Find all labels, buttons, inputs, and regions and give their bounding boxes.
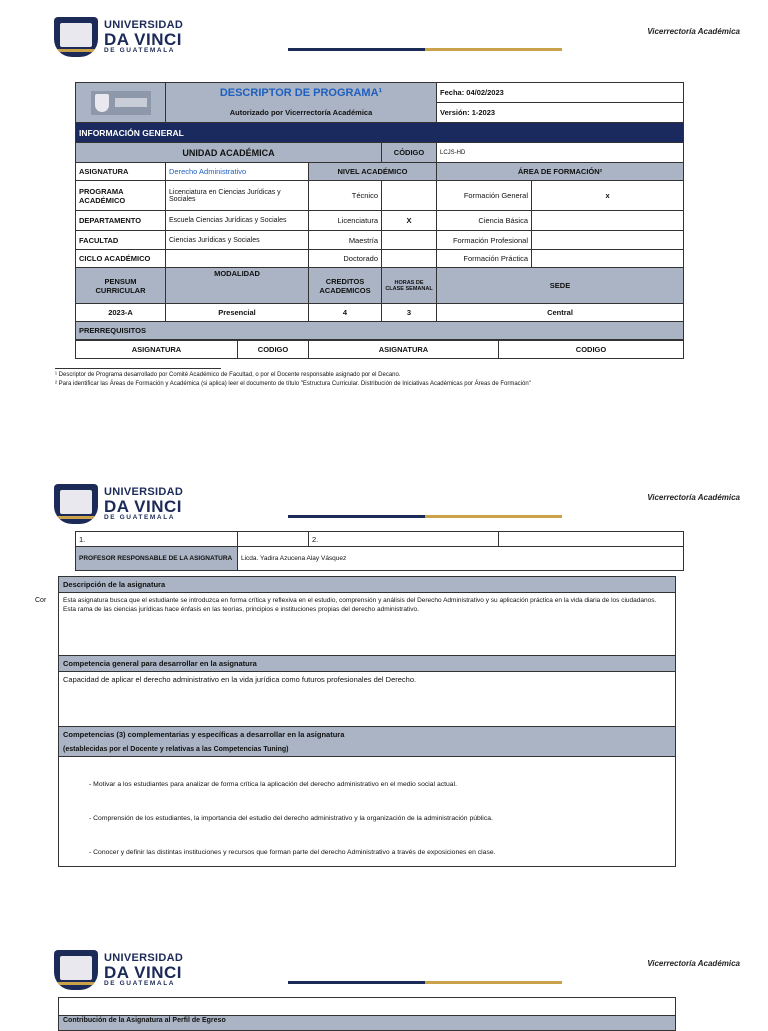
crest-icon	[54, 17, 98, 57]
ciencia-basica-label: Ciencia Básica	[437, 211, 532, 231]
doctorado-label: Doctorado	[309, 250, 382, 268]
sede-label: SEDE	[437, 268, 684, 304]
asignatura-value: Derecho Administrativo	[166, 163, 309, 181]
formacion-practica-label: Formación Práctica	[437, 250, 532, 268]
formacion-general-mark: x	[532, 181, 684, 211]
prerrequisitos-table	[75, 340, 684, 359]
descriptor-table	[75, 82, 684, 340]
creditos-value: 4	[309, 304, 382, 322]
ciclo-value	[166, 250, 309, 268]
logo-line3: DE GUATEMALA	[104, 46, 176, 54]
complementarias-title: Competencias (3) complementarias y específicas a desarrollar en la asignatura	[59, 727, 675, 740]
row1-cell-a: 1.	[76, 532, 238, 547]
horas-label: HORAS DE CLASE SEMANAL	[382, 268, 437, 304]
prerrequisitos-heading: PRERREQUISITOS	[76, 322, 684, 340]
prereq-col-asignatura-2: ASIGNATURA	[309, 341, 499, 359]
header-divider	[288, 48, 562, 51]
unidad-academica-label: UNIDAD ACADÉMICA	[76, 143, 382, 163]
info-general-heading: INFORMACIÓN GENERAL	[76, 123, 684, 143]
sede-value: Central	[437, 304, 684, 322]
formacion-profesional-mark	[532, 231, 684, 250]
complementarias-subtitle: (establecidas por el Docente y relativas a las Competencias Tuning)	[59, 740, 675, 757]
prereq-col-codigo-2: CODIGO	[499, 341, 684, 359]
codigo-value: LCJS-HD	[437, 143, 684, 163]
maestria-mark	[382, 231, 437, 250]
departamento-label: DEPARTAMENTO	[76, 211, 166, 231]
header-divider-3	[288, 981, 562, 984]
descripcion-section	[58, 576, 676, 656]
profesor-value: Licda. Yadira Azucena Alay Vásquez	[238, 547, 684, 571]
modalidad-label: MODALIDAD	[166, 268, 309, 304]
asignatura-label: ASIGNATURA	[76, 163, 166, 181]
header-divider-2	[288, 515, 562, 518]
university-logo-3	[54, 950, 184, 990]
university-logo-2	[54, 484, 184, 524]
header-vicerrectoria: Vicerrectoría Académica	[647, 27, 740, 36]
codigo-label: CÓDIGO	[382, 143, 437, 163]
footnote-divider	[55, 368, 221, 369]
licenciatura-mark: X	[382, 211, 437, 231]
crest-icon	[54, 484, 98, 524]
facultad-label: FACULTAD	[76, 231, 166, 250]
bullet-3: - Conocer y definir las distintas instituciones y recursos que forman parte del derecho Administrativo a través de exposiciones en clase.	[89, 849, 496, 856]
side-label: Cor	[35, 597, 47, 604]
logo-line1: UNIVERSIDAD	[104, 485, 184, 498]
programa-label: PROGRAMA ACADÉMICO	[76, 181, 166, 211]
logo-line2: DA VINCI	[104, 496, 182, 516]
formacion-practica-mark	[532, 250, 684, 268]
profesor-label: PROFESOR RESPONSABLE DE LA ASIGNATURA	[76, 547, 238, 571]
logo-line1: UNIVERSIDAD	[104, 18, 184, 31]
competencia-text: Capacidad de aplicar el derecho administrativo en la vida jurídica como futuros profesionales del Derecho.	[63, 675, 417, 684]
university-logo	[54, 17, 184, 57]
descripcion-title: Descripción de la asignatura	[59, 577, 675, 593]
modalidad-value: Presencial	[166, 304, 309, 322]
ciencia-basica-mark	[532, 211, 684, 231]
maestria-label: Maestría	[309, 231, 382, 250]
fecha: Fecha: 04/02/2023	[437, 83, 684, 103]
programa-value: Licenciatura en Ciencias Jurídicas y Sociales	[166, 181, 309, 211]
logo-line2: DA VINCI	[104, 962, 182, 982]
tecnico-mark	[382, 181, 437, 211]
pensum-value: 2023-A	[76, 304, 166, 322]
logo-line1: UNIVERSIDAD	[104, 951, 184, 964]
bullet-1: - Motivar a los estudiantes para analizar de forma crítica la aplicación del derecho administrativo en el medio social actual.	[89, 781, 457, 788]
footnote-2: ² Para identificar las Áreas de Formación y Académica (si aplica) leer el documento de título "Estructura Curricular. Distribución de Iniciativas Académicas por Áreas de Formación"	[55, 381, 531, 387]
small-logo-cell	[76, 83, 166, 123]
footnote-1: ¹ Descriptor de Programa desarrollado por Comité Académico de Facultad, o por el Docente responsable asignado por el Decano.	[55, 372, 401, 378]
university-small-logo-icon	[91, 91, 151, 115]
logo-line3: DE GUATEMALA	[104, 979, 176, 987]
nivel-academico-label: NIVEL ACADÉMICO	[309, 163, 437, 181]
profesor-table	[75, 531, 684, 571]
row1-cell-empty	[238, 532, 309, 547]
ciclo-label: CICLO ACADÉMICO	[76, 250, 166, 268]
facultad-value: Ciencias Jurídicas y Sociales	[166, 231, 309, 250]
prereq-col-asignatura-1: ASIGNATURA	[76, 341, 238, 359]
header-vicerrectoria-2: Vicerrectoría Académica	[647, 493, 740, 502]
horas-value: 3	[382, 304, 437, 322]
row1-cell-b: 2.	[309, 532, 499, 547]
tecnico-label: Técnico	[309, 181, 382, 211]
bullet-2: - Comprensión de los estudiantes, la importancia del estudio del derecho administrativo y la organización de la administración pública.	[89, 815, 493, 822]
descripcion-text: Esta asignatura busca que el estudiante se introduzca en forma crítica y reflexiva en el estudio, comprensión y análisis del Derecho Administrativo y su aplicación práctica en la vida diaria de los ciudadanos. Esta rama de las ciencias jurídicas hace énfasis en las teorías, principios e instituciones propias del derecho administrativo.	[63, 597, 657, 614]
logo-line2: DA VINCI	[104, 29, 182, 49]
formacion-profesional-label: Formación Profesional	[437, 231, 532, 250]
descriptor-title: DESCRIPTOR DE PROGRAMA¹	[166, 83, 437, 103]
creditos-label: CREDITOS ACADEMICOS	[309, 268, 382, 304]
competencia-title: Competencia general para desarrollar en la asignatura	[59, 656, 675, 672]
logo-line3: DE GUATEMALA	[104, 513, 176, 521]
area-formacion-label: ÁREA DE FORMACIÓN²	[437, 163, 684, 181]
licenciatura-label: Licenciatura	[309, 211, 382, 231]
version: Versión: 1-2023	[437, 103, 684, 123]
departamento-value: Escuela Ciencias Jurídicas y Sociales	[166, 211, 309, 231]
header-vicerrectoria-3: Vicerrectoría Académica	[647, 959, 740, 968]
complementarias-section	[58, 726, 676, 867]
descriptor-subtitle: Autorizado por Vicerrectoría Académica	[166, 103, 437, 123]
pensum-label: PENSUM CURRICULAR	[76, 268, 166, 304]
doctorado-mark	[382, 250, 437, 268]
contribucion-title: Contribución de la Asignatura al Perfil de Egreso	[58, 1015, 676, 1031]
formacion-general-label: Formación General	[437, 181, 532, 211]
page3-empty-row	[58, 997, 676, 1016]
crest-icon	[54, 950, 98, 990]
competencia-section	[58, 655, 676, 727]
prereq-col-codigo-1: CODIGO	[238, 341, 309, 359]
row1-cell-empty-2	[499, 532, 684, 547]
